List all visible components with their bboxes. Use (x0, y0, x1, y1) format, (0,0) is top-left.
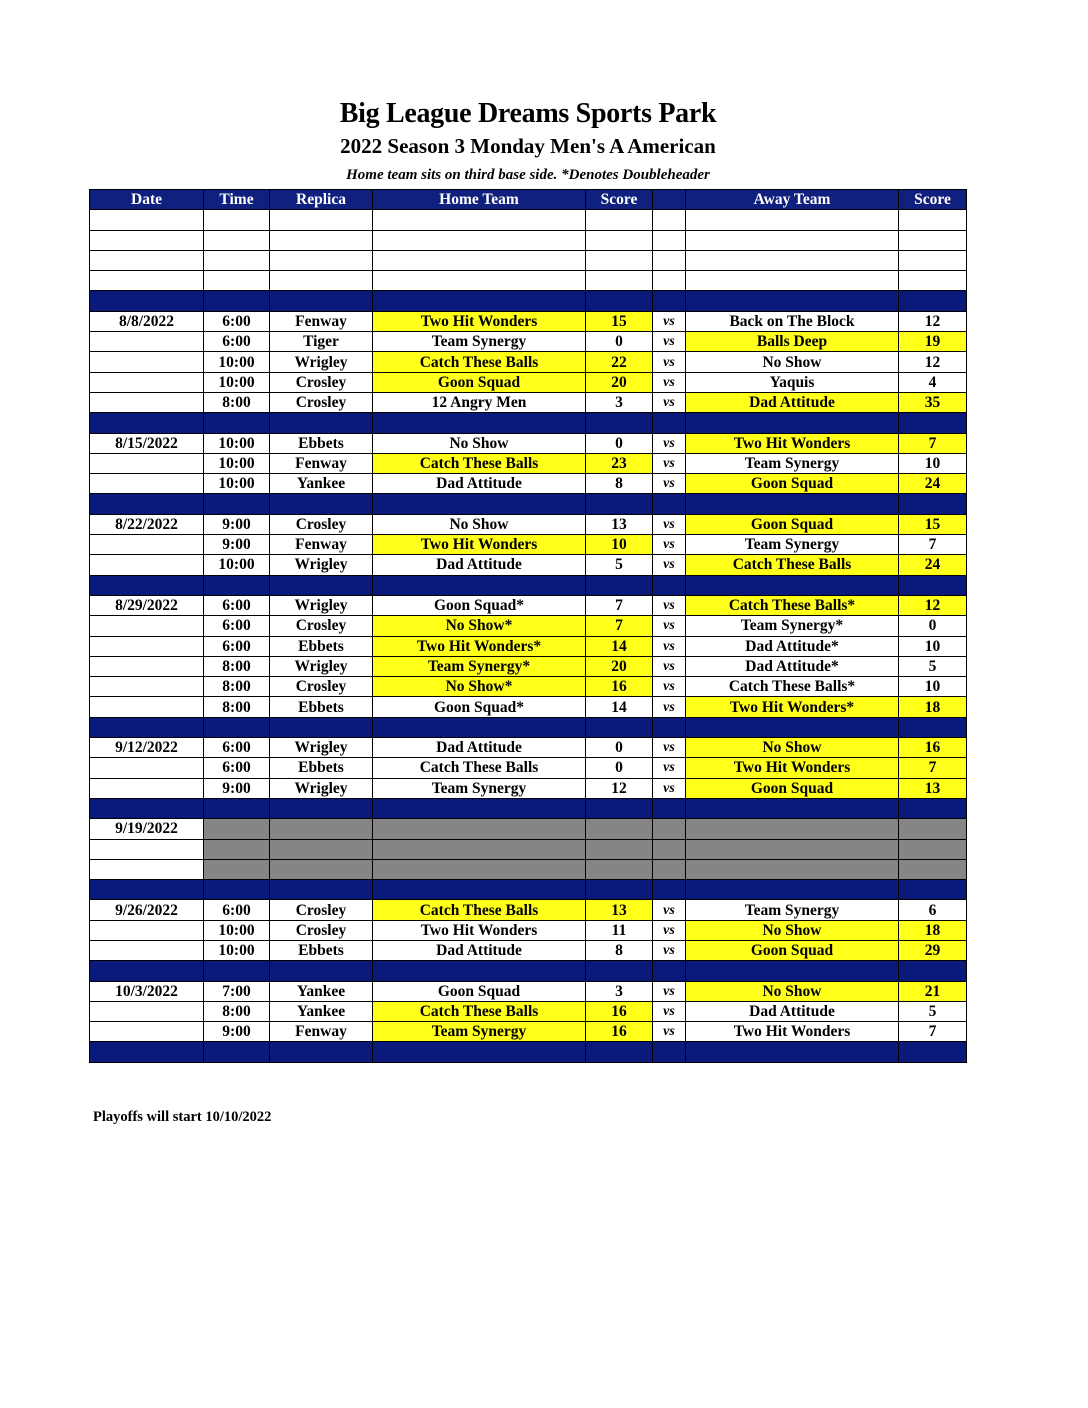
away-score: 7 (899, 535, 967, 555)
away-score: 4 (899, 372, 967, 392)
game-row (90, 392, 967, 412)
game-replica: Crosley (270, 677, 373, 697)
game-replica: Wrigley (270, 352, 373, 372)
rainout-row (90, 819, 967, 839)
away-team: Goon Squad (686, 474, 899, 494)
game-replica: Tiger (270, 332, 373, 352)
game-row (90, 758, 967, 778)
vs-label: vs (653, 697, 686, 717)
game-time: 6:00 (204, 311, 270, 331)
rainout-cell (653, 819, 686, 839)
home-score: 13 (586, 900, 653, 920)
game-time: 10:00 (204, 474, 270, 494)
game-replica: Fenway (270, 1022, 373, 1042)
away-team: Two Hit Wonders (686, 758, 899, 778)
home-team: Dad Attitude (373, 474, 586, 494)
home-score: 5 (586, 555, 653, 575)
away-team: Two Hit Wonders (686, 433, 899, 453)
home-score: 0 (586, 738, 653, 758)
vs-label: vs (653, 778, 686, 798)
col-home-score: Score (586, 190, 653, 210)
game-row (90, 778, 967, 798)
game-replica: Fenway (270, 453, 373, 473)
game-time: 8:00 (204, 677, 270, 697)
week-date-empty (90, 778, 204, 798)
schedule-note: Home team sits on third base side. *Denotes Doubleheader (346, 167, 710, 183)
week-date-empty (90, 758, 204, 778)
vs-label: vs (653, 738, 686, 758)
game-replica: Crosley (270, 392, 373, 412)
game-replica: Yankee (270, 1001, 373, 1021)
vs-label: vs (653, 920, 686, 940)
game-row (90, 616, 967, 636)
away-team: No Show (686, 920, 899, 940)
vs-label: vs (653, 616, 686, 636)
week-separator-row (90, 880, 967, 900)
game-replica: Fenway (270, 535, 373, 555)
col-home-team: Home Team (373, 190, 586, 210)
game-time: 6:00 (204, 758, 270, 778)
vs-label: vs (653, 555, 686, 575)
game-time: 9:00 (204, 514, 270, 534)
col-away-team: Away Team (686, 190, 899, 210)
col-time: Time (204, 190, 270, 210)
away-score: 19 (899, 332, 967, 352)
week-date-empty (90, 859, 204, 879)
game-time: 10:00 (204, 433, 270, 453)
away-team: Goon Squad (686, 778, 899, 798)
rainout-cell (653, 859, 686, 879)
rainout-cell (373, 839, 586, 859)
vs-label: vs (653, 453, 686, 473)
home-team: Team Synergy (373, 1022, 586, 1042)
game-time: 9:00 (204, 1022, 270, 1042)
home-score: 11 (586, 920, 653, 940)
away-team: No Show (686, 981, 899, 1001)
rainout-cell (204, 819, 270, 839)
away-score: 7 (899, 1022, 967, 1042)
home-score: 7 (586, 595, 653, 615)
col-away-score: Score (899, 190, 967, 210)
playoffs-note: Playoffs will start 10/10/2022 (93, 1109, 272, 1125)
week-date: 8/22/2022 (90, 514, 204, 534)
game-replica: Ebbets (270, 433, 373, 453)
game-row (90, 514, 967, 534)
home-score: 15 (586, 311, 653, 331)
game-replica: Wrigley (270, 738, 373, 758)
week-date-empty (90, 940, 204, 960)
week-date-empty (90, 677, 204, 697)
empty-row (90, 250, 967, 270)
week-date: 9/26/2022 (90, 900, 204, 920)
home-team: Catch These Balls (373, 758, 586, 778)
week-date-empty (90, 839, 204, 859)
col-vs (653, 190, 686, 210)
home-team: No Show (373, 514, 586, 534)
week-date-empty (90, 555, 204, 575)
home-team: Team Synergy (373, 332, 586, 352)
home-team: Catch These Balls (373, 900, 586, 920)
game-row (90, 332, 967, 352)
home-score: 14 (586, 636, 653, 656)
rainout-row (90, 859, 967, 879)
home-team: No Show* (373, 616, 586, 636)
away-score: 12 (899, 311, 967, 331)
away-score: 6 (899, 900, 967, 920)
away-team: Balls Deep (686, 332, 899, 352)
away-score: 16 (899, 738, 967, 758)
empty-row (90, 271, 967, 291)
week-date-empty (90, 392, 204, 412)
game-row (90, 656, 967, 676)
game-time: 10:00 (204, 940, 270, 960)
home-team: Two Hit Wonders (373, 920, 586, 940)
away-team: Two Hit Wonders* (686, 697, 899, 717)
game-replica: Wrigley (270, 656, 373, 676)
week-separator-row (90, 798, 967, 818)
week-date-empty (90, 474, 204, 494)
game-time: 6:00 (204, 738, 270, 758)
rainout-row (90, 839, 967, 859)
game-time: 6:00 (204, 900, 270, 920)
home-score: 0 (586, 332, 653, 352)
game-time: 10:00 (204, 555, 270, 575)
vs-label: vs (653, 514, 686, 534)
home-score: 0 (586, 433, 653, 453)
home-score: 7 (586, 616, 653, 636)
away-score: 7 (899, 433, 967, 453)
away-team: Goon Squad (686, 940, 899, 960)
vs-label: vs (653, 392, 686, 412)
vs-label: vs (653, 433, 686, 453)
week-date-empty (90, 1022, 204, 1042)
game-row (90, 555, 967, 575)
game-row (90, 981, 967, 1001)
game-row (90, 535, 967, 555)
col-replica: Replica (270, 190, 373, 210)
vs-label: vs (653, 656, 686, 676)
away-team: No Show (686, 352, 899, 372)
away-score: 0 (899, 616, 967, 636)
game-replica: Ebbets (270, 758, 373, 778)
week-separator-row (90, 961, 967, 981)
empty-row (90, 230, 967, 250)
home-score: 22 (586, 352, 653, 372)
away-team: Catch These Balls (686, 555, 899, 575)
game-time: 10:00 (204, 372, 270, 392)
home-score: 8 (586, 940, 653, 960)
home-team: Goon Squad (373, 981, 586, 1001)
rainout-cell (686, 839, 899, 859)
season-subtitle: 2022 Season 3 Monday Men's A American (340, 134, 716, 158)
game-row (90, 1001, 967, 1021)
away-score: 21 (899, 981, 967, 1001)
vs-label: vs (653, 1022, 686, 1042)
week-separator-row (90, 575, 967, 595)
game-time: 10:00 (204, 352, 270, 372)
away-team: Dad Attitude (686, 1001, 899, 1021)
week-separator-row (90, 717, 967, 737)
home-score: 12 (586, 778, 653, 798)
page-title: Big League Dreams Sports Park (339, 98, 717, 129)
rainout-cell (899, 859, 967, 879)
game-replica: Ebbets (270, 636, 373, 656)
vs-label: vs (653, 677, 686, 697)
game-row (90, 311, 967, 331)
game-time: 6:00 (204, 616, 270, 636)
week-separator-row (90, 413, 967, 433)
empty-row (90, 210, 967, 230)
away-team: Dad Attitude (686, 392, 899, 412)
game-row (90, 453, 967, 473)
game-row (90, 636, 967, 656)
away-score: 10 (899, 636, 967, 656)
game-replica: Yankee (270, 474, 373, 494)
week-date: 8/29/2022 (90, 595, 204, 615)
game-time: 8:00 (204, 697, 270, 717)
week-date-empty (90, 616, 204, 636)
away-score: 35 (899, 392, 967, 412)
vs-label: vs (653, 535, 686, 555)
home-team: Team Synergy* (373, 656, 586, 676)
home-team: Dad Attitude (373, 555, 586, 575)
home-score: 13 (586, 514, 653, 534)
home-team: Two Hit Wonders (373, 535, 586, 555)
vs-label: vs (653, 311, 686, 331)
rainout-cell (686, 859, 899, 879)
rainout-cell (270, 859, 373, 879)
away-team: Team Synergy (686, 453, 899, 473)
away-score: 18 (899, 920, 967, 940)
away-score: 12 (899, 595, 967, 615)
rainout-cell (586, 859, 653, 879)
game-time: 6:00 (204, 636, 270, 656)
home-score: 20 (586, 656, 653, 676)
vs-label: vs (653, 758, 686, 778)
rainout-cell (204, 859, 270, 879)
game-row (90, 1022, 967, 1042)
away-team: Team Synergy* (686, 616, 899, 636)
away-team: Catch These Balls* (686, 595, 899, 615)
away-score: 24 (899, 555, 967, 575)
away-score: 18 (899, 697, 967, 717)
week-date-empty (90, 453, 204, 473)
week-date: 8/15/2022 (90, 433, 204, 453)
game-time: 10:00 (204, 920, 270, 940)
game-replica: Wrigley (270, 778, 373, 798)
home-team: Two Hit Wonders (373, 311, 586, 331)
rainout-cell (899, 839, 967, 859)
away-team: Dad Attitude* (686, 656, 899, 676)
home-team: Team Synergy (373, 778, 586, 798)
week-date-empty (90, 372, 204, 392)
game-replica: Crosley (270, 920, 373, 940)
away-team: Team Synergy (686, 535, 899, 555)
away-score: 15 (899, 514, 967, 534)
home-score: 23 (586, 453, 653, 473)
week-date: 8/8/2022 (90, 311, 204, 331)
game-replica: Wrigley (270, 595, 373, 615)
vs-label: vs (653, 940, 686, 960)
vs-label: vs (653, 474, 686, 494)
game-time: 6:00 (204, 332, 270, 352)
schedule-table (89, 189, 967, 1063)
schedule-body (90, 210, 967, 1062)
away-score: 24 (899, 474, 967, 494)
home-team: No Show (373, 433, 586, 453)
home-team: 12 Angry Men (373, 392, 586, 412)
home-team: No Show* (373, 677, 586, 697)
vs-label: vs (653, 636, 686, 656)
game-row (90, 433, 967, 453)
rainout-cell (686, 819, 899, 839)
vs-label: vs (653, 352, 686, 372)
game-row (90, 595, 967, 615)
home-team: Goon Squad* (373, 697, 586, 717)
game-replica: Crosley (270, 514, 373, 534)
rainout-cell (204, 839, 270, 859)
home-score: 14 (586, 697, 653, 717)
home-score: 16 (586, 677, 653, 697)
away-score: 10 (899, 453, 967, 473)
vs-label: vs (653, 900, 686, 920)
game-time: 9:00 (204, 535, 270, 555)
vs-label: vs (653, 332, 686, 352)
away-score: 7 (899, 758, 967, 778)
week-date: 9/19/2022 (90, 819, 204, 839)
week-date-empty (90, 1001, 204, 1021)
home-team: Two Hit Wonders* (373, 636, 586, 656)
rainout-cell (270, 819, 373, 839)
away-score: 12 (899, 352, 967, 372)
home-score: 10 (586, 535, 653, 555)
game-row (90, 900, 967, 920)
week-date-empty (90, 920, 204, 940)
home-score: 16 (586, 1001, 653, 1021)
vs-label: vs (653, 981, 686, 1001)
game-time: 10:00 (204, 453, 270, 473)
game-replica: Yankee (270, 981, 373, 1001)
vs-label: vs (653, 372, 686, 392)
game-time: 8:00 (204, 1001, 270, 1021)
home-score: 20 (586, 372, 653, 392)
game-replica: Wrigley (270, 555, 373, 575)
week-date-empty (90, 697, 204, 717)
away-team: Two Hit Wonders (686, 1022, 899, 1042)
home-team: Catch These Balls (373, 352, 586, 372)
week-date-empty (90, 352, 204, 372)
away-team: Catch These Balls* (686, 677, 899, 697)
away-team: No Show (686, 738, 899, 758)
game-time: 6:00 (204, 595, 270, 615)
away-team: Goon Squad (686, 514, 899, 534)
away-team: Team Synergy (686, 900, 899, 920)
game-replica: Ebbets (270, 940, 373, 960)
game-time: 8:00 (204, 392, 270, 412)
home-team: Catch These Balls (373, 453, 586, 473)
away-team: Back on The Block (686, 311, 899, 331)
home-score: 8 (586, 474, 653, 494)
game-row (90, 372, 967, 392)
game-row (90, 920, 967, 940)
home-team: Goon Squad* (373, 595, 586, 615)
away-team: Dad Attitude* (686, 636, 899, 656)
home-team: Goon Squad (373, 372, 586, 392)
rainout-cell (373, 819, 586, 839)
week-date-empty (90, 535, 204, 555)
game-replica: Ebbets (270, 697, 373, 717)
away-score: 13 (899, 778, 967, 798)
game-row (90, 677, 967, 697)
game-replica: Fenway (270, 311, 373, 331)
week-date-empty (90, 332, 204, 352)
home-team: Dad Attitude (373, 738, 586, 758)
home-score: 16 (586, 1022, 653, 1042)
rainout-cell (653, 839, 686, 859)
home-score: 3 (586, 392, 653, 412)
home-team: Dad Attitude (373, 940, 586, 960)
rainout-cell (586, 819, 653, 839)
game-row (90, 474, 967, 494)
rainout-cell (586, 839, 653, 859)
week-separator-row (90, 1042, 967, 1062)
rainout-cell (373, 859, 586, 879)
week-date-empty (90, 656, 204, 676)
game-time: 8:00 (204, 656, 270, 676)
week-separator-row (90, 494, 967, 514)
week-separator-row (90, 291, 967, 311)
game-row (90, 940, 967, 960)
game-replica: Crosley (270, 900, 373, 920)
away-score: 29 (899, 940, 967, 960)
week-date: 9/12/2022 (90, 738, 204, 758)
week-date-empty (90, 636, 204, 656)
game-row (90, 352, 967, 372)
away-team: Yaquis (686, 372, 899, 392)
home-team: Catch These Balls (373, 1001, 586, 1021)
home-score: 3 (586, 981, 653, 1001)
away-score: 10 (899, 677, 967, 697)
game-time: 7:00 (204, 981, 270, 1001)
vs-label: vs (653, 595, 686, 615)
rainout-cell (899, 819, 967, 839)
away-score: 5 (899, 656, 967, 676)
away-score: 5 (899, 1001, 967, 1021)
week-date: 10/3/2022 (90, 981, 204, 1001)
game-row (90, 738, 967, 758)
game-row (90, 697, 967, 717)
col-date: Date (90, 190, 204, 210)
home-score: 0 (586, 758, 653, 778)
header-row (90, 190, 967, 210)
game-time: 9:00 (204, 778, 270, 798)
game-replica: Crosley (270, 616, 373, 636)
rainout-cell (270, 839, 373, 859)
vs-label: vs (653, 1001, 686, 1021)
game-replica: Crosley (270, 372, 373, 392)
